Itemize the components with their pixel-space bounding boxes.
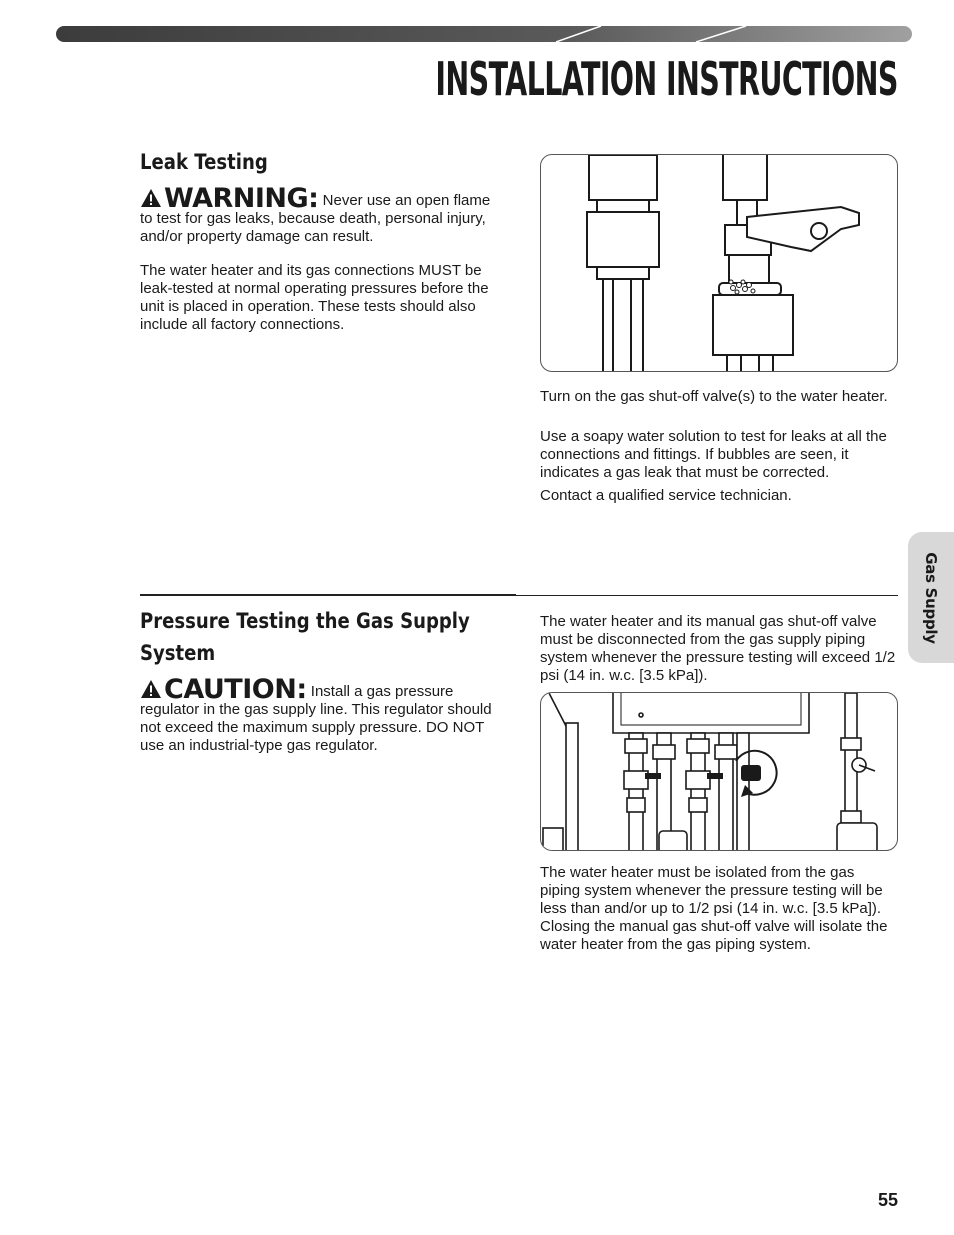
caution-paragraph: [140, 674, 505, 755]
warning-paragraph: [140, 183, 505, 246]
page-number: 55: [877, 1190, 898, 1210]
leak-test-body: The water heater and its gas connections MUST be leak-tested at normal operating pressures before the unit is placed in operation. These tests should also include all factory connections.: [140, 262, 489, 333]
header-bar: [56, 26, 912, 42]
leak-testing-heading: Leak Testing: [140, 150, 268, 174]
shutoff-valve-illustration: [540, 692, 898, 851]
warning-text: Never use an open flame to test for gas leaks, because death, personal injury, and/or property damage can result.: [140, 192, 491, 245]
caution-triangle-icon: [140, 679, 162, 699]
isolate-paragraph: The water heater must be isolated from the gas piping system whenever the pressure testing will be less than and/or up to 1/2 psi (14 in. w.c. [3.5 kPa]). Closing the manual gas shut-off valve will isolate the water heater from the gas piping system.: [540, 864, 888, 953]
section-divider-left: [140, 594, 516, 596]
leak-step-1: Turn on the gas shut-off valve(s) to the water heater.: [540, 388, 888, 405]
leak-step-3: Contact a qualified service technician.: [540, 487, 792, 504]
warning-triangle-icon: [140, 188, 162, 208]
page-title: INSTALLATION INSTRUCTIONS: [435, 52, 898, 106]
warning-label: WARNING:: [164, 183, 319, 214]
caution-text: Install a gas pressure regulator in the gas supply line. This regulator should not exceed the maximum supply pressure. DO NOT use an industrial-type gas regulator.: [140, 683, 492, 754]
section-divider-right: [516, 595, 898, 596]
leak-test-illustration: [540, 154, 898, 372]
disconnect-paragraph: The water heater and its manual gas shut-off valve must be disconnected from the gas supply piping system whenever the pressure testing will exceed 1/2 psi (14 in. w.c. [3.5 kPa]).: [540, 613, 896, 684]
pressure-testing-heading-line2: System: [140, 641, 216, 665]
pressure-testing-heading-line1: Pressure Testing the Gas Supply: [140, 609, 470, 633]
caution-label: CAUTION:: [164, 674, 307, 705]
leak-step-2: Use a soapy water solution to test for leaks at all the connections and fittings. If bubbles are seen, it indicates a gas leak that must be corrected.: [540, 428, 887, 481]
section-side-tab[interactable]: [908, 532, 954, 663]
side-tab-label: Gas Supply: [922, 551, 940, 644]
